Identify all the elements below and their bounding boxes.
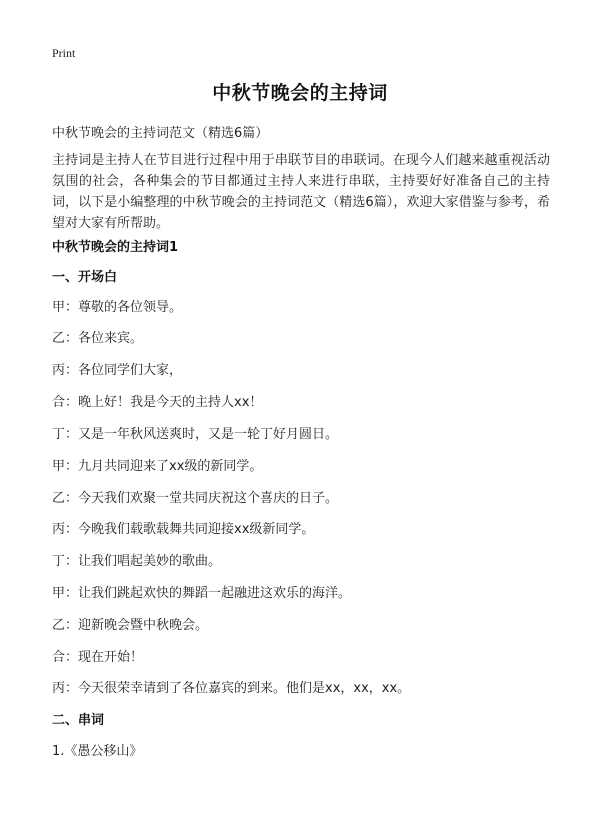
list-item: 1.《愚公移山》 <box>52 744 143 759</box>
document-title: 中秋节晚会的主持词 <box>212 82 388 104</box>
section-title: 中秋节晚会的主持词1 <box>52 240 179 255</box>
script-line: 甲：尊敬的各位领导。 <box>52 300 183 315</box>
part-heading-transitions: 二、串词 <box>52 713 105 728</box>
script-line: 乙：今天我们欢聚一堂共同庆祝这个喜庆的日子。 <box>52 491 339 506</box>
print-label: Print <box>52 46 76 60</box>
script-line: 甲：九月共同迎来了xx级的新同学。 <box>52 459 263 474</box>
script-line: 合：现在开始！ <box>52 650 144 665</box>
script-line: 丁：让我们唱起美妙的歌曲。 <box>52 554 222 569</box>
script-line: 乙：迎新晚会暨中秋晚会。 <box>52 618 209 633</box>
script-line: 甲：让我们跳起欢快的舞蹈一起融进这欢乐的海洋。 <box>52 586 352 601</box>
script-line: 合：晚上好！我是今天的主持人xx！ <box>52 395 263 410</box>
part-heading-opening: 一、开场白 <box>52 270 118 285</box>
document-subtitle: 中秋节晚会的主持词范文（精选6篇） <box>52 126 269 141</box>
script-line: 丙：今晚我们载歌载舞共同迎接xx级新同学。 <box>52 522 315 537</box>
script-line: 乙：各位来宾。 <box>52 331 144 346</box>
script-line: 丙：今天很荣幸请到了各位嘉宾的到来。他们是xx，xx，xx。 <box>52 681 411 696</box>
script-line: 丙：各位同学们大家， <box>52 363 183 378</box>
intro-paragraph: 主持词是主持人在节目进行过程中用于串联节目的串联词。在现今人们越来越重视活动氛围的社会，各种集会的节目都通过主持人来进行串联，主持要好好准备自己的主持词，以下是小编整理的中秋节晚会的主持词范文（精选6篇），欢迎大家借鉴与参考，希望对大家有所帮助。 <box>52 153 550 231</box>
script-line: 丁：又是一年秋风送爽时，又是一轮丁好月圆日。 <box>52 427 339 442</box>
